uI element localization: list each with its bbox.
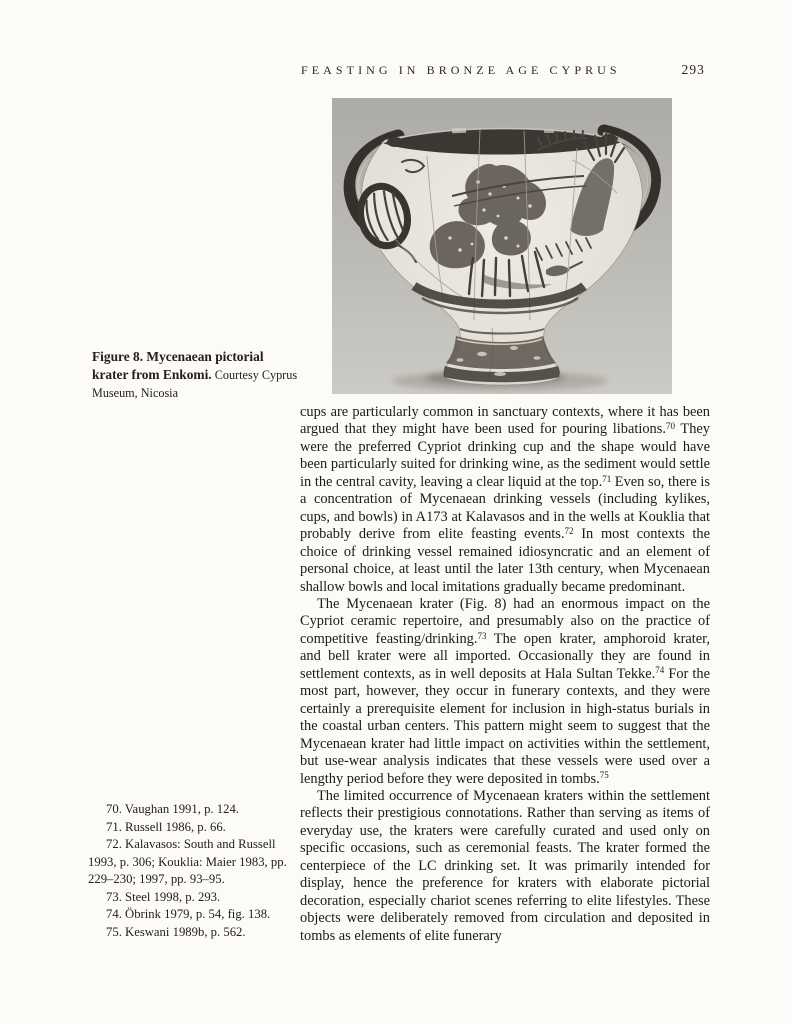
footnote-reference: 70: [665, 421, 675, 432]
page-number: 293: [681, 62, 705, 77]
footnote-73: 73. Steel 1998, p. 293.: [106, 889, 221, 904]
footnote-reference: 73: [477, 630, 487, 641]
footnote-75: 75. Keswani 1989b, p. 562.: [106, 924, 246, 939]
footnote-74: 74. Öbrink 1979, p. 54, fig. 138.: [106, 907, 271, 921]
paragraph-3: The limited occurrence of Mycenaean kraters within the settlement reflects their prestigious connotations. Rather than serving as items of everyday use, the kraters were carefully curated and used only on specific occasions, such as ceremonial feasts. The krater formed the centerpiece of the LC drinking set. It was primarily intended for display, hence the preference for kraters with elaborate pictorial decoration, especially chariot scenes referring to elite lifestyles. These objects were deliberately removed from circulation and deposited in tombs as elements of elite funerary: [300, 787, 710, 944]
paragraph-1: cups are particularly common in sanctuary contexts, where it has been argued that they might have been used for pouring libations.$^{70}$ They were the preferred Cypriot drinking cup and the shape would have been particularly suited for drinking wine, as the sediment would settle in the central cavity, leaving a clear liquid at the top.$^{71}$ Even so, there is a concentration of Mycenaean drinking vessels (including kylikes, cups, and bowls) in A173 at Kalavasos and in the wells at Kouklia that probably derive from elite feasting events.$^{72}$ In most contexts the choice of drinking vessel remained idiosyncratic and an element of personal choice, at least until the later 13th century, when Mycenaean shallow bowls and local imitations gradually became predominant.: [300, 404, 710, 595]
krater-photo: [332, 98, 672, 394]
running-head-title: FEASTING IN BRONZE AGE CYPRUS: [301, 63, 621, 77]
footnote-reference: 72: [564, 525, 574, 536]
body-text: [300, 404, 710, 945]
paragraph-2: The Mycenaean krater (Fig. 8) had an enormous impact on the Cypriot ceramic repertoire, and presumably also on the practice of competitive feasting/drinking.$^{73}$ The open krater, amphoroid krater, and bell krater were all imported. Occasionally they are found in settlement contexts, as in well deposits at Hala Sultan Tekke.$^{74}$ For the most part, however, they occur in funerary contexts, and they were certainly a prerequisite element for inclusion in high-status burials in the coastal urban centers. This pattern might seem to suggest that the Mycenaean krater had little impact on activities within the settlement, but use-wear analysis indicates that these vessels were used over a lengthy period before they were deposited in tombs.$^{75}$: [300, 595, 710, 787]
footnote-71: 71. Russell 1986, p. 66.: [106, 819, 226, 834]
footnote-reference: 75: [599, 770, 609, 781]
caption-credit: Courtesy Cyprus Museum, Nicosia: [92, 368, 298, 401]
footnote-70: 70. Vaughan 1991, p. 124.: [106, 802, 239, 816]
figure-caption: [92, 348, 298, 403]
footnote-72: 72. Kalavasos: South and Russell 1993, p. 306; Kouklia: Maier 1983, pp. 229–230; 1997, pp. 93–95.: [88, 837, 287, 886]
footnote-reference: 71: [602, 473, 612, 484]
footnotes: [88, 801, 296, 941]
running-head: [301, 62, 705, 78]
krater-illustration: [332, 98, 672, 394]
footnote-reference: 74: [655, 665, 665, 676]
caption-title: Figure 8. Mycenaean pictorial krater from Enkomi.: [92, 349, 264, 383]
